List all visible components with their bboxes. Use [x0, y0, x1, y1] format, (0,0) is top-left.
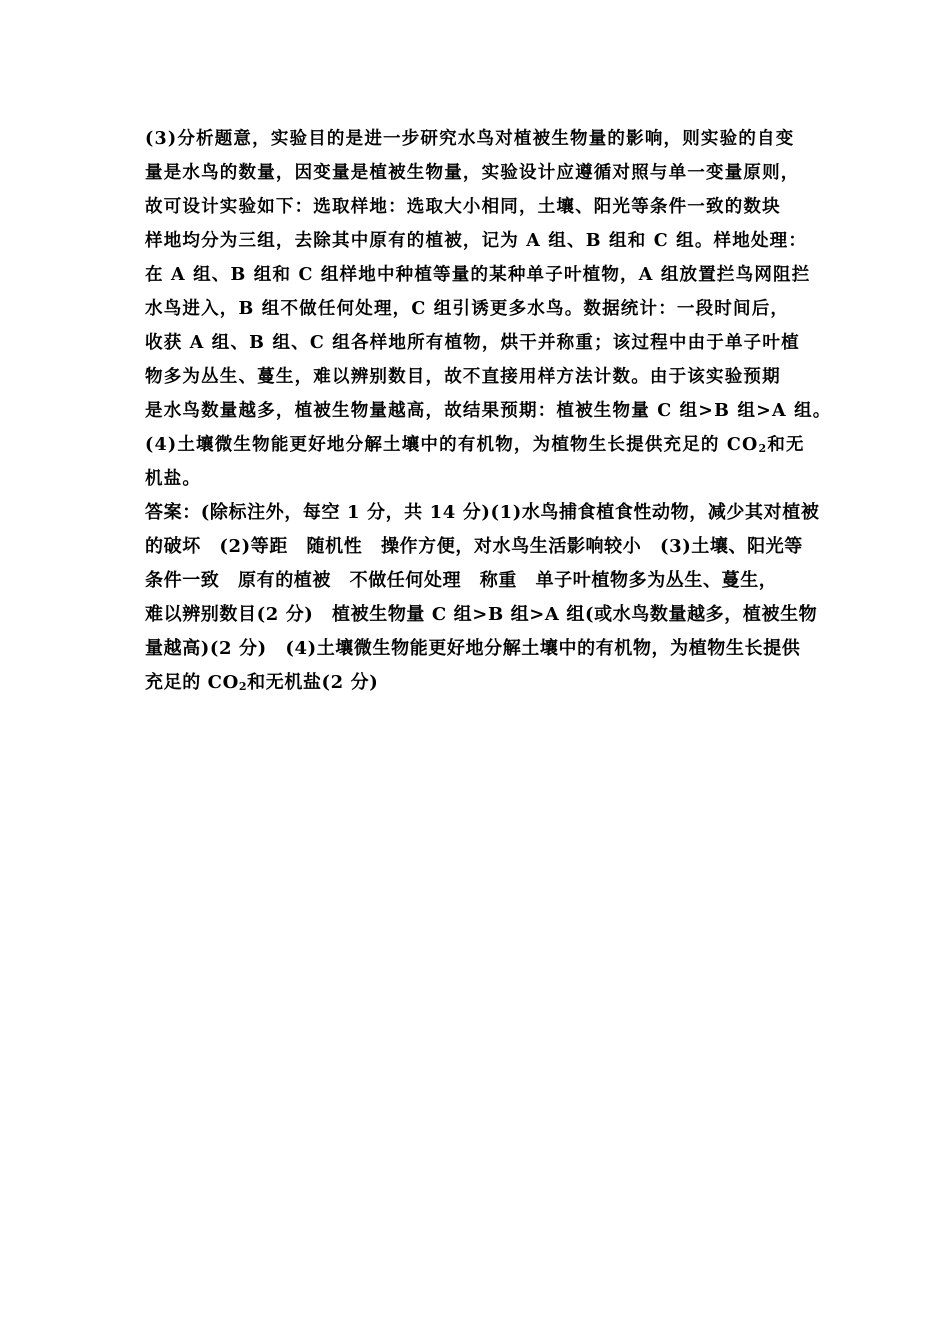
analysis-line-11: 机盐。 [145, 469, 202, 489]
answer-line-2: 的破坏 (2)等距 随机性 操作方便，对水鸟生活影响较小 (3)土壤、阳光等 [145, 536, 803, 557]
document-content [145, 122, 832, 700]
analysis-line-10 [145, 428, 813, 462]
answer-line-6-tail: 和无机盐(2 分) [247, 672, 379, 693]
answer-line-5: 量越高)(2 分) (4)土壤微生物能更好地分解土壤中的有机物，为植物生长提供 [145, 638, 801, 659]
analysis-line-6: 水鸟进入，B 组不做任何处理，C 组引诱更多水鸟。数据统计：一段时间后， [145, 299, 790, 319]
answer-line-6 [145, 666, 813, 700]
answer-line-3: 条件一致 原有的植被 不做任何处理 称重 单子叶植物多为丛生、蔓生， [145, 570, 778, 591]
answer-section [145, 496, 820, 700]
analysis-line-10-tail: 和无 [767, 435, 805, 455]
analysis-line-8: 物多为丛生、蔓生，难以辨别数目，故不直接用样方法计数。由于该实验预期 [145, 367, 781, 387]
co2-subscript: 2 [758, 442, 768, 455]
analysis-section [145, 122, 832, 496]
analysis-line-9: 是水鸟数量越多，植被生物量越高，故结果预期：植被生物量 C 组>B 组>A 组。 [145, 401, 832, 421]
analysis-line-3: 故可设计实验如下：选取样地：选取大小相同，土壤、阳光等条件一致的数块 [145, 197, 781, 217]
answer-line-6-text: 充足的 CO [145, 672, 239, 693]
analysis-line-10-text: (4)土壤微生物能更好地分解土壤中的有机物，为植物生长提供充足的 CO [145, 435, 759, 455]
answer-line-4: 难以辨别数目(2 分) 植被生物量 C 组>B 组>A 组(或水鸟数量越多，植被生物 [145, 604, 818, 625]
answer-line-1: 答案：(除标注外，每空 1 分，共 14 分)(1)水鸟捕食植食性动物，减少其对植被 [145, 502, 820, 523]
analysis-line-4: 样地均分为三组，去除其中原有的植被，记为 A 组、B 组和 C 组。样地处理： [145, 231, 808, 251]
analysis-line-1: (3)分析题意，实验目的是进一步研究水鸟对植被生物量的影响，则实验的自变 [145, 129, 795, 149]
analysis-line-2: 量是水鸟的数量，因变量是植被生物量，实验设计应遵循对照与单一变量原则， [145, 163, 800, 183]
co2-subscript: 2 [238, 680, 248, 693]
analysis-line-5: 在 A 组、B 组和 C 组样地中种植等量的某种单子叶植物，A 组放置拦鸟网阻拦 [145, 265, 811, 285]
analysis-line-7: 收获 A 组、B 组、C 组各样地所有植物，烘干并称重；该过程中由于单子叶植 [145, 333, 800, 353]
